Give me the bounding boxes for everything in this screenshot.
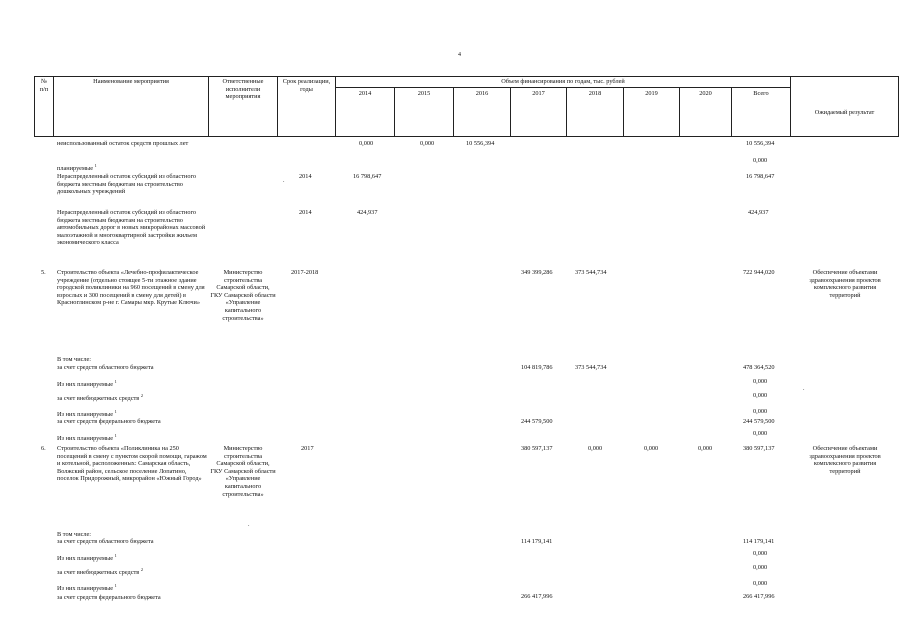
item6-extrabudget-total: 0,000	[753, 564, 768, 571]
row-kindergarten-balance-total: 16 798,647	[746, 173, 775, 180]
item6-2017: 380 597,137	[521, 445, 553, 452]
row-roads-balance-2014: 424,937	[357, 209, 378, 216]
table-header	[34, 76, 899, 137]
item5-including-label: В том числе:	[57, 356, 92, 363]
item6-total: 380 597,137	[743, 445, 775, 452]
row-planned-total: 0,000	[753, 157, 768, 164]
row-roads-balance-label: Нераспределенный остаток субсидий из областного бюджета местным бюджетам на строительство автомобильных дорог в новых микрорайонах массовой малоэтажной и многоквартирной застройки жильем экономического класса	[57, 209, 206, 247]
item5-federal-2017: 244 579,500	[521, 418, 553, 425]
row-roads-balance-total: 424,937	[748, 209, 769, 216]
item6-regional-2017: 114 179,141	[521, 538, 553, 545]
row-planned-label: планируемые $^1$	[57, 163, 97, 172]
item6-federal-total: 266 417,996	[743, 593, 775, 600]
item5-planned-1-label: Из них планируемые $^1$	[57, 379, 117, 388]
item5-regional-label: за счет средств областного бюджета	[57, 364, 154, 371]
item6-planned-1-total: 0,000	[753, 550, 768, 557]
item5-2018: 373 544,734	[575, 269, 607, 276]
item5-regional-2018: 373 544,734	[575, 364, 607, 371]
col-2017-header: 2017	[532, 90, 545, 97]
col-term-header: Срок реализации, годы	[282, 78, 331, 93]
col-num-header: № п/п	[39, 78, 49, 93]
row-kindergarten-balance-2014: 16 798,647	[353, 173, 382, 180]
item6-planned-2-total: 0,000	[753, 580, 768, 587]
item5-planned-2-label: Из них планируемые $^1$	[57, 409, 117, 418]
item5-result: Обеспечение объектами здравоохранения проектов комплексного развития территорий	[809, 269, 881, 299]
item6-federal-label: за счет средств федерального бюджета	[57, 594, 161, 601]
row-kindergarten-balance-term: 2014	[299, 173, 312, 180]
item6-2020: 0,000	[698, 445, 713, 452]
item5-number: 5.	[41, 269, 46, 276]
page-number: 4	[458, 52, 461, 58]
item6-2019: 0,000	[644, 445, 659, 452]
col-2020-header: 2020	[699, 90, 712, 97]
col-funding-header: Объем финансирования по годам, тыс. рублей	[501, 78, 625, 85]
item5-total: 722 944,020	[743, 269, 775, 276]
item5-federal-label: за счет средств федерального бюджета	[57, 418, 161, 425]
col-exec-header: Ответственные исполнители мероприятия	[222, 78, 264, 101]
item6-name: Строительство объекта «Поликлиника на 250 посещений в смену с пунктом скорой помощи, гаражом и котельной, расположенных: Самарская область, Волжский район, сельское поселение Лопатино, поселок Придорожный, микрорайон «Южный Город»	[57, 445, 207, 483]
col-result-header: Ожидаемый результат	[814, 109, 875, 116]
item6-term: 2017	[301, 445, 314, 452]
item6-2018: 0,000	[588, 445, 603, 452]
col-2019-header: 2019	[645, 90, 658, 97]
item6-result: Обеспечение объектами здравоохранения проектов комплексного развития территорий	[809, 445, 881, 475]
row-unused-balance-total: 10 556,394	[746, 140, 775, 147]
row-kindergarten-balance-label: Нераспределенный остаток субсидий из областного бюджета местным бюджетам на строительство дошкольных учреждений	[57, 173, 197, 196]
item5-name: Строительство объекта «Лечебно-профилактическое учреждение (отдельно стоящее 5-ти этажное здание городской поликлиники на 960 посещений в смену для взрослых и 300 посещений в смену для детей) в Красноглинском р-не г. Самары мкр. Крутые Ключи»	[57, 269, 205, 307]
col-2014-header: 2014	[358, 90, 372, 97]
item6-executor: Министерство строительства Самарской области, ГКУ Самарской области «Управление капитального строительства»	[210, 445, 276, 498]
row-unused-balance-2014: 0,000	[359, 140, 374, 147]
item5-federal-total: 244 579,500	[743, 418, 775, 425]
item6-extrabudget-label: за счет внебюджетных средств $^2$	[57, 567, 143, 576]
item6-including-label: В том числе:	[57, 531, 92, 538]
item5-planned-1-total: 0,000	[753, 378, 768, 385]
item5-term: 2017-2018	[291, 269, 319, 276]
item6-regional-label: за счет средств областного бюджета	[57, 538, 154, 545]
row-roads-balance-term: 2014	[299, 209, 312, 216]
item6-planned-2-label: Из них планируемые $^1$	[57, 583, 117, 592]
item6-federal-2017: 266 417,996	[521, 593, 553, 600]
item5-planned-2-total: 0,000	[753, 408, 768, 415]
item6-regional-total: 114 179,141	[743, 538, 775, 545]
col-name-header: Наименование мероприятия	[93, 78, 169, 85]
dot-mark: .	[283, 178, 285, 184]
item5-executor: Министерство строительства Самарской области, ГКУ Самарской области «Управление капитального строительства»	[210, 269, 276, 322]
item5-extrabudget-total: 0,000	[753, 392, 768, 399]
dot-mark: .	[803, 386, 805, 392]
row-unused-balance-2016: 10 556,394	[466, 140, 495, 147]
item5-regional-total: 478 364,520	[743, 364, 775, 371]
item6-number: 6.	[41, 445, 46, 452]
item6-planned-1-label: Из них планируемые $^1$	[57, 553, 117, 562]
item5-planned-3-total: 0,000	[753, 430, 768, 437]
row-unused-balance-2015: 0,000	[420, 140, 435, 147]
dot-mark: .	[248, 522, 250, 528]
item5-regional-2017: 104 819,786	[521, 364, 553, 371]
col-2016-header: 2016	[475, 90, 489, 97]
item5-planned-3-label: Из них планируемые $^1$	[57, 433, 117, 442]
col-2018-header: 2018	[588, 90, 602, 97]
col-total-header: Всего	[753, 90, 769, 97]
item5-extrabudget-label: за счет внебюджетных средств $^2$	[57, 393, 143, 402]
item5-2017: 349 399,286	[521, 269, 553, 276]
row-unused-balance-label: неиспользованный остаток средств прошлых лет	[57, 140, 189, 147]
col-2015-header: 2015	[417, 90, 431, 97]
